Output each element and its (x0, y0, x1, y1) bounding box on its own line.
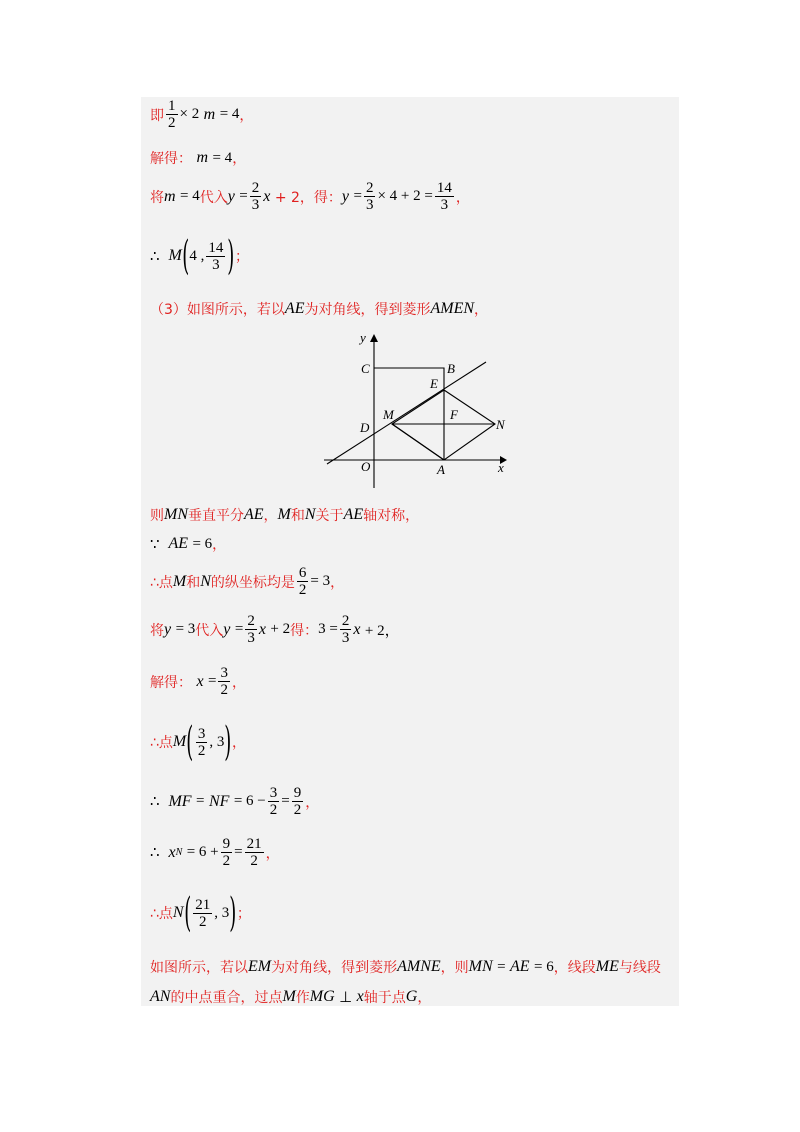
text: = 6 + (186, 844, 219, 860)
text: 解得： (150, 674, 192, 691)
line-8 (150, 565, 344, 598)
left-paren: ( (183, 890, 191, 936)
text: 轴于点 (363, 990, 406, 1006)
line-7 (150, 534, 226, 554)
text: = 3 (310, 573, 331, 589)
text: = 4 (219, 106, 240, 122)
text: ； (236, 906, 251, 922)
var: ME (595, 958, 619, 975)
fraction: $\frac{14}{3}$ (208, 239, 224, 273)
label-n: N (496, 417, 505, 432)
var: AE (284, 300, 305, 317)
text: × 4 + 2 = (377, 188, 433, 204)
var: m (203, 105, 216, 123)
text: ⊥ (339, 989, 353, 1006)
text: ， (232, 151, 247, 167)
text: = (239, 188, 248, 204)
text: ， (263, 508, 278, 524)
text: 即 (150, 107, 164, 124)
var: m (164, 187, 176, 205)
fraction: $\frac{3}{2}$ (269, 785, 278, 818)
var: y (164, 620, 172, 638)
subscript: N (175, 847, 183, 858)
var: N (304, 506, 316, 523)
text: ∴点 (150, 735, 173, 751)
text: = 6 (192, 535, 213, 552)
label-o: O (361, 459, 371, 474)
line-4 (150, 233, 249, 279)
label-y: y (360, 330, 366, 345)
text: 则 (150, 508, 164, 524)
fraction: $\frac{2}{3}$ (365, 180, 374, 213)
left-paren: ( (182, 233, 190, 279)
var: EM (248, 958, 272, 975)
text: 和 (186, 574, 201, 591)
line-5 (150, 299, 488, 319)
text: 4 , (189, 247, 205, 264)
text: = (196, 793, 205, 809)
var: y (223, 620, 231, 638)
line-14 (150, 890, 251, 936)
text: 代入 (199, 189, 228, 206)
segment-ma (392, 424, 444, 460)
fraction: $\frac{21}{2}$ (195, 896, 211, 930)
text: ，线段 (553, 960, 596, 976)
var: N (200, 572, 211, 590)
text: , 3 (209, 733, 225, 750)
var: M (172, 572, 187, 590)
label-c: C (361, 361, 370, 376)
text: ， (330, 574, 345, 591)
text: ∴点 (150, 906, 173, 922)
text: 的中点重合，过点 (170, 990, 283, 1006)
geometry-figure (318, 326, 514, 492)
var: x (258, 620, 266, 638)
var: AE (510, 958, 530, 975)
line-1 (150, 98, 253, 131)
text: 关于 (315, 508, 344, 524)
text: ，则 (440, 960, 469, 976)
text: 的纵坐标均是 (210, 574, 295, 591)
var: M (172, 733, 187, 750)
text: ， (212, 537, 227, 553)
var: x (196, 672, 204, 690)
var: N (172, 904, 184, 921)
text: ， (305, 794, 320, 811)
fraction: $\frac{6}{2}$ (298, 565, 307, 598)
text: = (353, 188, 362, 204)
var: AE (343, 506, 364, 523)
var: m (196, 149, 209, 166)
text: ∴ (150, 248, 160, 265)
text: ， (231, 735, 246, 751)
var: y (341, 187, 350, 205)
text: = (208, 673, 217, 689)
text: 如图所示，若以 (150, 960, 248, 976)
var: MF (168, 792, 192, 810)
var: AMNE (397, 958, 441, 975)
var: MN (164, 506, 188, 523)
text: ∴点 (150, 574, 173, 591)
text: ， (417, 990, 432, 1006)
var: NF (208, 792, 230, 810)
var: y (227, 187, 235, 205)
label-m: M (383, 407, 394, 422)
text: 为对角线，得到菱形 (304, 302, 431, 318)
text: 将 (150, 622, 164, 639)
right-paren: ) (227, 233, 235, 279)
var: G (405, 988, 418, 1005)
text: ， (474, 302, 489, 318)
fraction: $\frac{2}{3}$ (247, 613, 255, 646)
text: 作 (295, 990, 310, 1006)
fraction: $\frac{9}{2}$ (293, 785, 302, 818)
var: AE (168, 535, 188, 552)
line-y (327, 362, 486, 464)
text: = 6 − (233, 793, 266, 809)
right-paren: ) (224, 719, 232, 765)
text: 垂直平分 (188, 508, 244, 524)
var: x (263, 187, 271, 205)
text: + 2 (270, 621, 291, 637)
label-a: A (437, 462, 445, 477)
var: AN (150, 988, 171, 1005)
fraction: $\frac{1}{2}$ (168, 98, 176, 131)
text: 轴对称， (363, 508, 420, 524)
text: × 2 (179, 106, 200, 122)
text: 3 = (318, 621, 338, 637)
line-10 (150, 665, 246, 698)
text: ∴ (150, 794, 160, 810)
text: = (234, 844, 243, 860)
text: 与线段 (618, 960, 661, 976)
fraction: $\frac{3}{2}$ (220, 665, 228, 698)
text: ， (239, 107, 254, 124)
text: 将 (150, 189, 164, 206)
text: ∴ (150, 845, 160, 861)
line-6 (150, 505, 419, 525)
text: = (234, 621, 244, 637)
text: 和 (290, 508, 305, 524)
text: = (497, 958, 506, 975)
text: + 2，得： (274, 189, 342, 206)
fraction: $\frac{3}{2}$ (197, 725, 206, 759)
text: = (281, 793, 290, 809)
var: M (282, 988, 296, 1005)
label-e: E (430, 376, 438, 391)
line-13 (150, 836, 280, 869)
text: = 4 (180, 188, 200, 204)
text: （3）如图所示，若以 (150, 302, 285, 318)
fraction: $\frac{14}{3}$ (436, 180, 452, 213)
line-3 (150, 180, 470, 213)
text: + 2， (364, 623, 400, 639)
var: MG (309, 988, 335, 1005)
fraction: $\frac{9}{2}$ (222, 836, 231, 869)
line-12 (150, 785, 319, 818)
label-d: D (360, 420, 370, 435)
line-16 (150, 987, 431, 1007)
line-2 (150, 148, 246, 168)
label-f: F (450, 407, 458, 422)
var: x (356, 988, 364, 1005)
fraction: $\frac{21}{2}$ (246, 836, 262, 869)
var: AE (244, 506, 264, 523)
text: 代入 (195, 622, 224, 639)
y-arrow (370, 334, 378, 342)
var: x (353, 620, 361, 638)
line-11 (150, 719, 246, 765)
text: ， (231, 674, 246, 691)
line-9 (150, 613, 400, 646)
var: M (277, 506, 291, 523)
text: 为对角线，得到菱形 (271, 960, 398, 976)
text: 解得： (150, 151, 192, 167)
var: M (168, 247, 182, 264)
text: ， (265, 845, 280, 862)
text: 得： (290, 622, 319, 639)
var: AMEN (430, 300, 475, 317)
text: = 6 (534, 958, 554, 975)
line-15 (150, 957, 661, 977)
text: = 4 (212, 149, 233, 166)
text: ； (235, 249, 249, 265)
var: x (168, 843, 176, 861)
var: MN (468, 958, 493, 975)
text: = 3 (175, 621, 196, 637)
label-x: x (498, 460, 504, 475)
left-paren: ( (186, 719, 194, 765)
text: , 3 (214, 904, 230, 921)
fraction: $\frac{2}{3}$ (251, 180, 260, 213)
label-b: B (447, 361, 455, 376)
text: ， (455, 189, 470, 206)
right-paren: ) (229, 890, 237, 936)
text: ∵ (150, 536, 160, 553)
fraction: $\frac{2}{3}$ (341, 613, 350, 646)
